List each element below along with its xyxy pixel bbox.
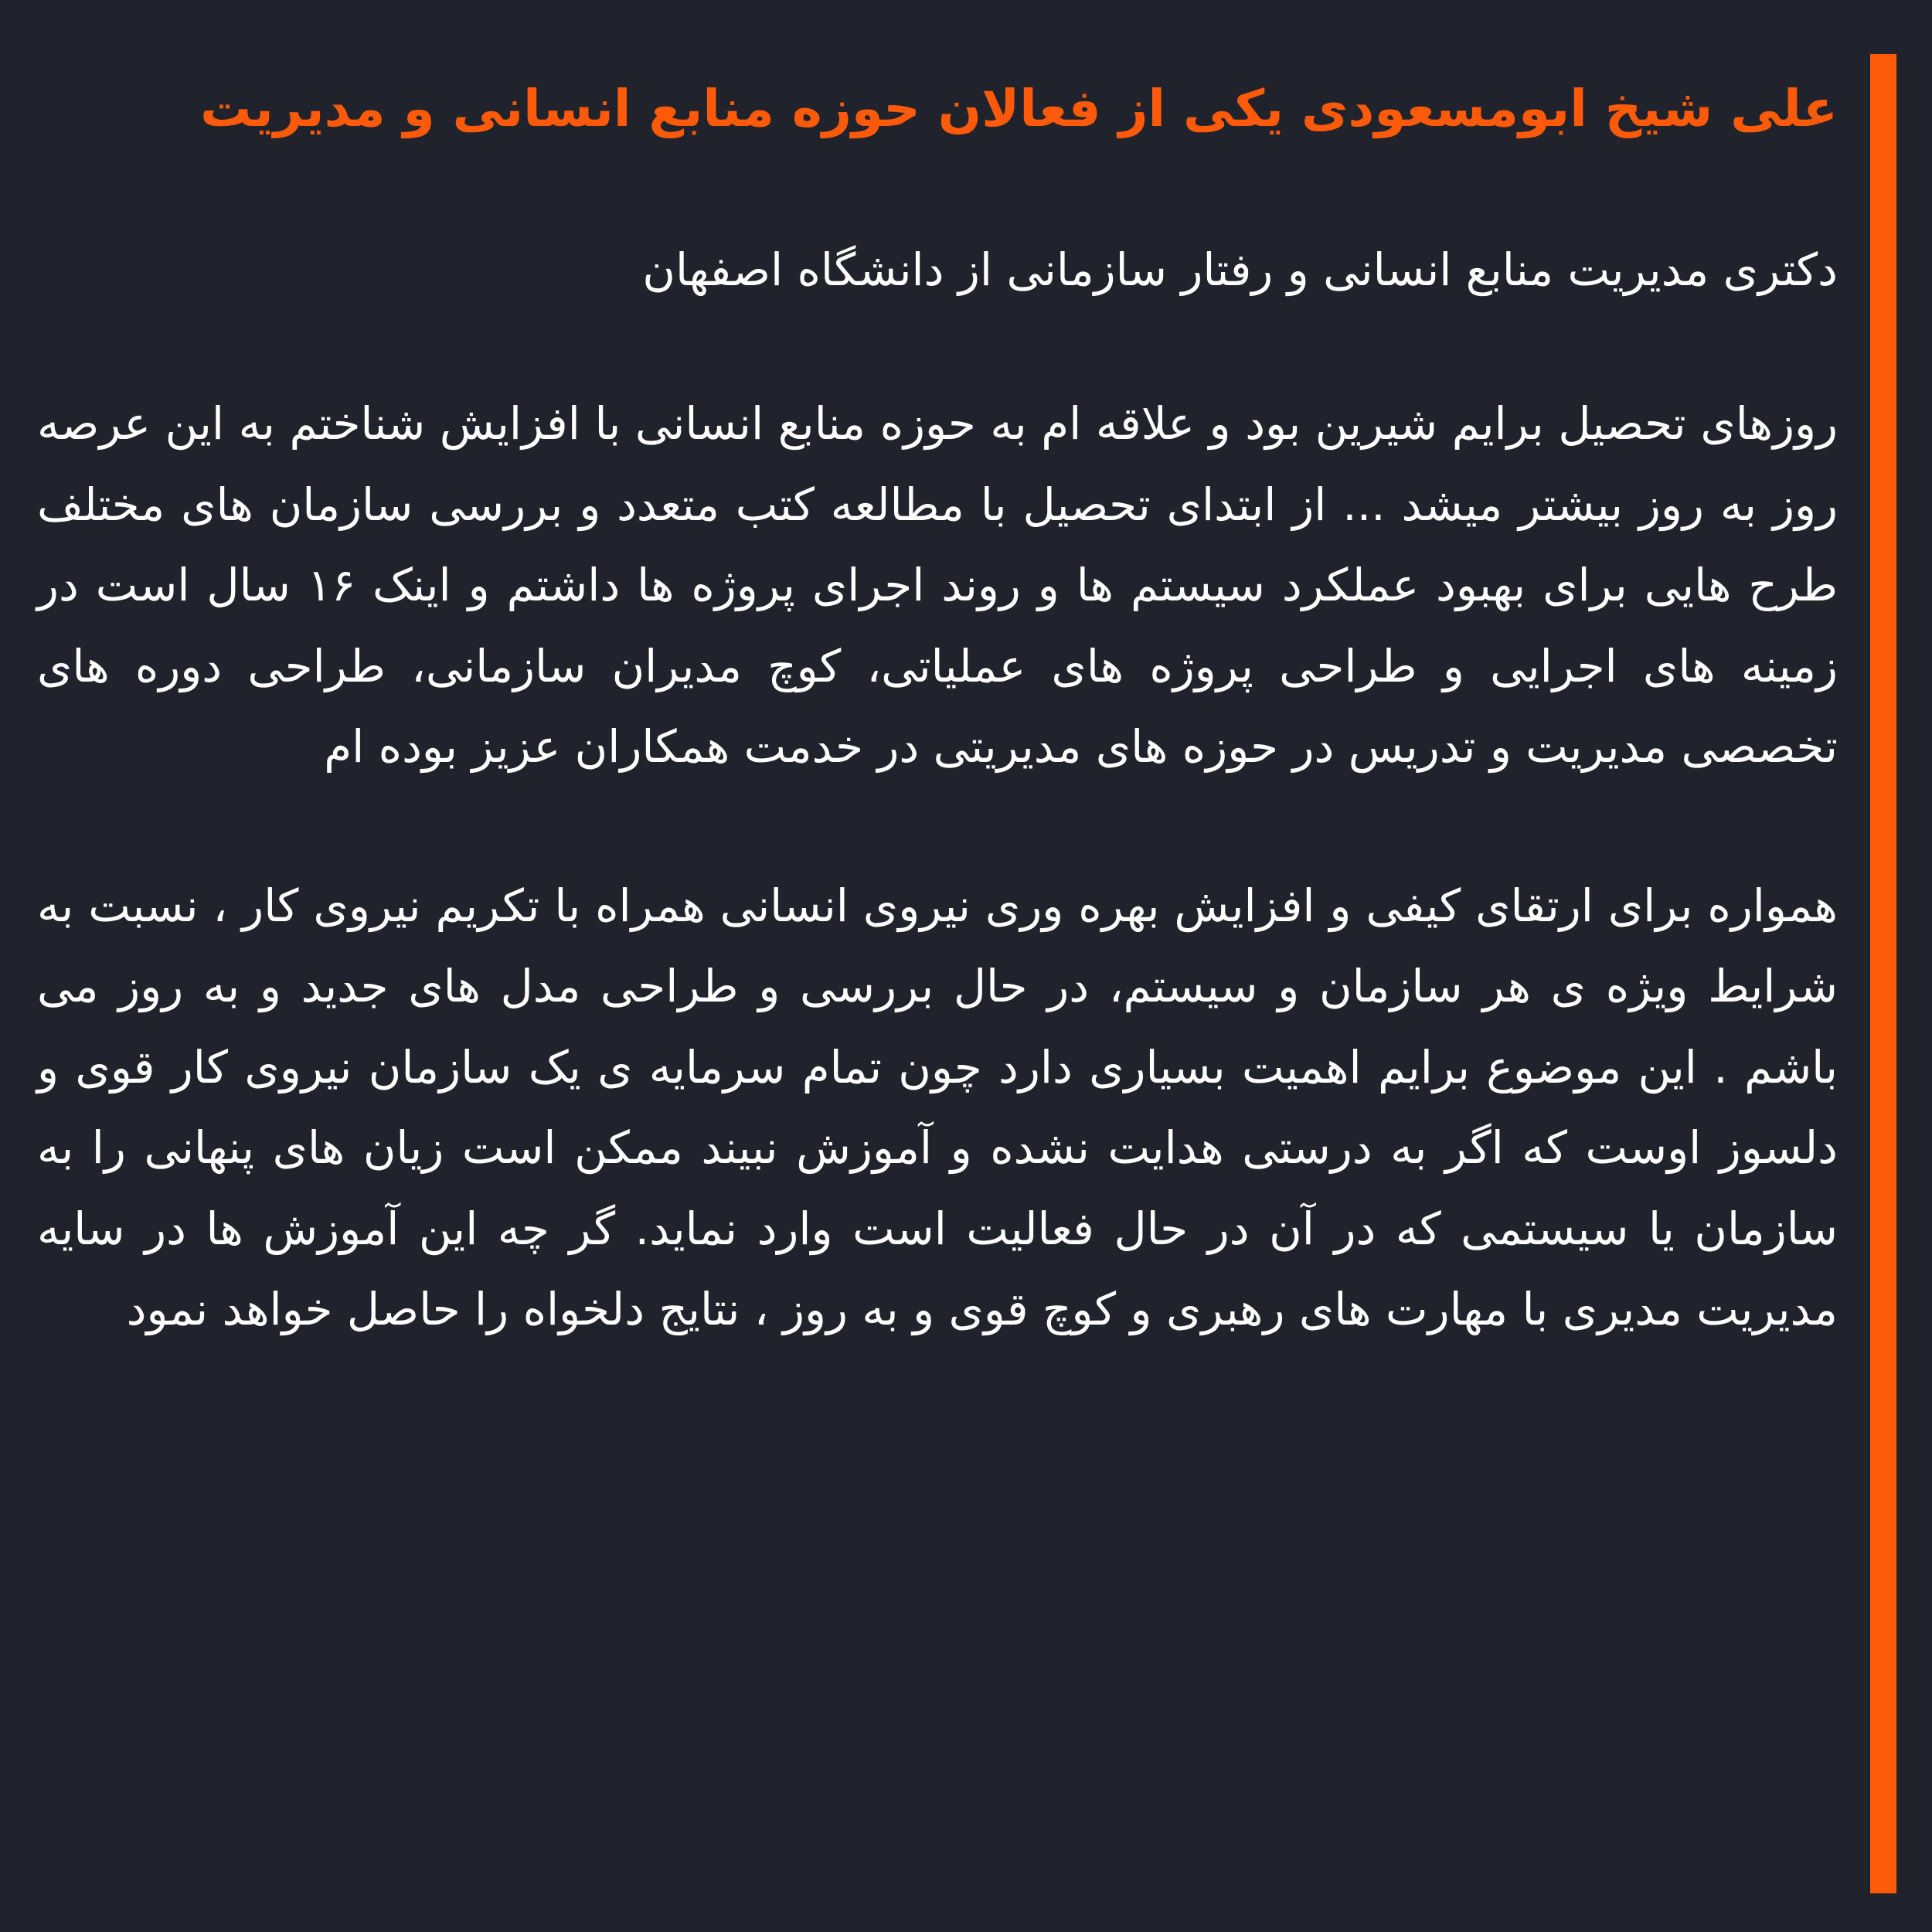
bio-paragraph-education: روزهای تحصیل برایم شیرین بود و علاقه ام به حوزه منابع انسانی با افزایش شناختم به این عرصه روز به روز بیشتر میشد ... از ابتدای تحصیل با مطالعه کتب متعدد و بررسی سازمان های مختلف طرح هایی برای بهبود عملکرد سیستم ها و روند اجرای پروژه ها داشتم و اینک ۱۶ سال است در زمینه های اجرایی و طراحی پروژه های عملیاتی، کوچ مدیران سازمانی، طراحی دوره های تخصصی مدیریت و تدریس در حوزه های مدیریتی در خدمت همکاران عزیز بوده ام: [37, 397, 1838, 773]
page-title: علی شیخ ابومسعودی یکی از فعالان حوزه منابع انسانی و مدیریت: [200, 79, 1838, 138]
accent-bar: [1870, 54, 1896, 1893]
degree-subtitle: دکتری مدیریت منابع انسانی و رفتار سازمانی از دانشگاه اصفهان: [642, 243, 1838, 296]
bio-paragraph-mission: همواره برای ارتقای کیفی و افزایش بهره وری نیروی انسانی همراه با تکریم نیروی کار ، نسبت به شرایط ویژه ی هر سازمان و سیستم، در حال بررسی و طراحی مدل های جدید و به روز می باشم . این موضوع برایم اهمیت بسیاری دارد چون تمام سرمایه ی یک سازمان نیروی کار قوی و دلسوز اوست که اگر به درستی هدایت نشده و آموزش نبیند ممکن است زیان های پنهانی را به سازمان یا سیستمی که در آن در حال فعالیت است وارد نماید. گر چه این آموزش ها در سایه مدیریت مدیری با مهارت های رهبری و کوچ قوی و به روز ، نتایج دلخواه را حاصل خواهد نمود: [37, 879, 1838, 1335]
bio-content: [37, 66, 1838, 1350]
